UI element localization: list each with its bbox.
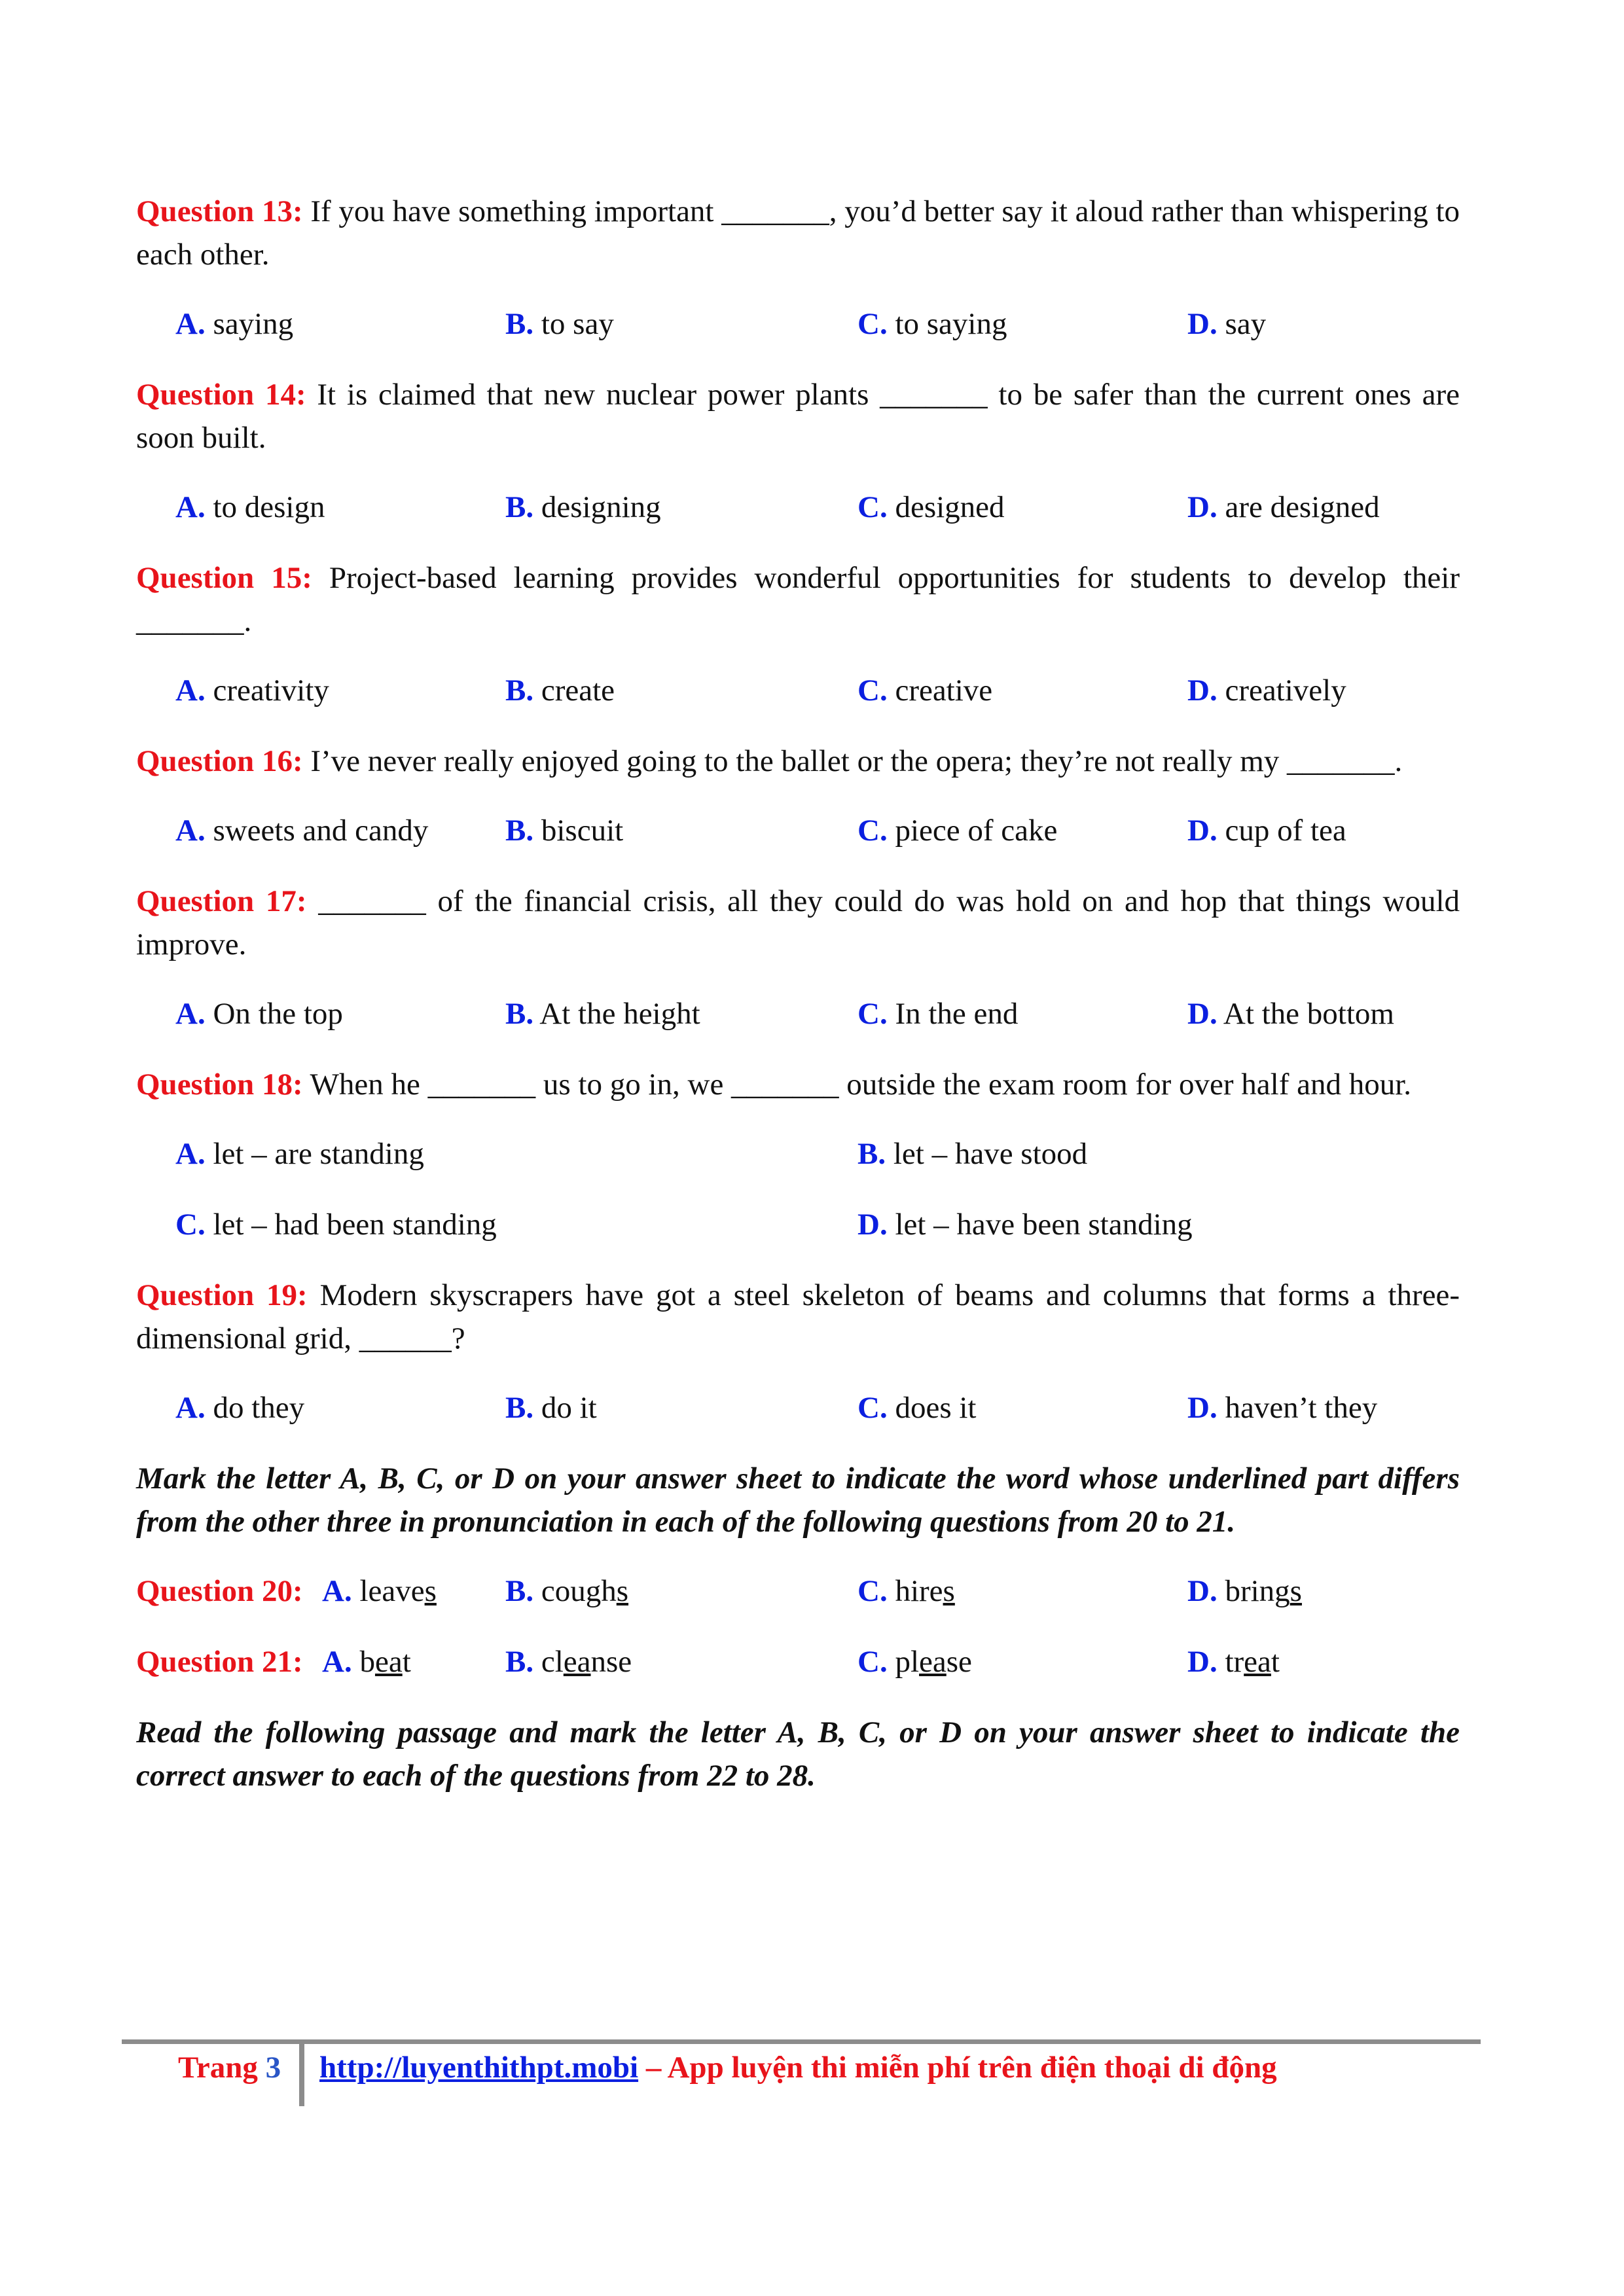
- question-20: [136, 1570, 1460, 1613]
- exam-page-content: [136, 190, 1460, 1823]
- question-label: Question 19:: [136, 1278, 308, 1312]
- footer-text: [319, 2050, 1277, 2085]
- option-b[interactable]: B. do it: [505, 1391, 597, 1425]
- question-label: Question 13:: [136, 194, 303, 228]
- option-c[interactable]: C. In the end: [857, 997, 1019, 1031]
- underlined-part: s: [943, 1574, 955, 1608]
- option-a[interactable]: A. On the top: [175, 997, 343, 1031]
- option-c[interactable]: C. to saying: [857, 307, 1007, 341]
- option-a[interactable]: A. to design: [175, 490, 325, 524]
- question-18: [136, 1063, 1460, 1106]
- question-13-options: [136, 302, 1460, 346]
- option-a[interactable]: A. saying: [175, 307, 294, 341]
- question-label: Question 21:: [136, 1645, 303, 1679]
- question-stem: I’ve never really enjoyed going to the ballet or the opera; they’re not really my _______.: [310, 744, 1403, 778]
- question-19: [136, 1274, 1460, 1360]
- question-14: [136, 373, 1460, 459]
- question-label: Question 16:: [136, 744, 303, 778]
- question-stem: _______ of the financial crisis, all they could do was hold on and hop that things would improve.: [136, 884, 1460, 961]
- option-c[interactable]: C. designed: [857, 490, 1005, 524]
- underlined-part: ea: [919, 1645, 947, 1679]
- option-c[interactable]: C. let – had been standing: [175, 1208, 497, 1242]
- question-16-options: [136, 809, 1460, 852]
- footer-separator: [299, 2043, 304, 2106]
- option-b[interactable]: B. designing: [505, 490, 661, 524]
- question-label: Question 14:: [136, 378, 306, 412]
- question-stem: It is claimed that new nuclear power plants _______ to be safer than the current ones are soon built.: [136, 378, 1460, 455]
- page-number: Trang 3: [178, 2051, 281, 2085]
- option-b[interactable]: B. create: [505, 673, 615, 708]
- question-label: Question 20:: [136, 1574, 303, 1608]
- question-stem: Modern skyscrapers have got a steel skeleton of beams and columns that forms a three-dimensional grid, ______?: [136, 1278, 1460, 1355]
- question-17: [136, 880, 1460, 966]
- pronunciation-instruction: Mark the letter A, B, C, or D on your answer sheet to indicate the word whose underlined part differs from the other three in pronunciation in each of the following questions from 20 to 21.: [136, 1462, 1460, 1539]
- question-16: [136, 740, 1460, 783]
- question-stem: If you have something important _______, you’d better say it aloud rather than whispering to each other.: [136, 194, 1460, 272]
- question-stem: When he _______ us to go in, we _______ outside the exam room for over half and hour.: [310, 1067, 1412, 1102]
- option-b[interactable]: B. coughs: [505, 1574, 629, 1608]
- question-19-options: [136, 1386, 1460, 1429]
- question-18-options-row-2: [136, 1203, 1460, 1246]
- question-18-options-row-1: [136, 1132, 1460, 1175]
- option-d[interactable]: D. brings: [1187, 1574, 1302, 1608]
- option-c[interactable]: C. does it: [857, 1391, 977, 1425]
- question-13: [136, 190, 1460, 276]
- option-b[interactable]: B. let – have stood: [857, 1137, 1088, 1171]
- footer-divider: [122, 2039, 1481, 2044]
- option-d[interactable]: D. At the bottom: [1187, 997, 1394, 1031]
- option-c[interactable]: C. hires: [857, 1574, 955, 1608]
- underlined-part: ea: [563, 1645, 591, 1679]
- option-a[interactable]: A. sweets and candy: [175, 814, 429, 848]
- option-d[interactable]: D. are designed: [1187, 490, 1380, 524]
- option-b[interactable]: B. At the height: [505, 997, 700, 1031]
- option-a[interactable]: A. creativity: [175, 673, 329, 708]
- underlined-part: ea: [374, 1645, 403, 1679]
- question-21: [136, 1640, 1460, 1683]
- option-d[interactable]: D. haven’t they: [1187, 1391, 1378, 1425]
- option-d[interactable]: D. treat: [1187, 1645, 1280, 1679]
- underlined-part: ea: [1244, 1645, 1271, 1679]
- option-b[interactable]: B. cleanse: [505, 1645, 632, 1679]
- question-label: Question 18:: [136, 1067, 303, 1102]
- underlined-part: s: [424, 1574, 437, 1608]
- option-b[interactable]: B. biscuit: [505, 814, 624, 848]
- underlined-part: s: [1290, 1574, 1302, 1608]
- footer-tagline: – App luyện thi miễn phí trên điện thoại di động: [638, 2051, 1277, 2085]
- option-c[interactable]: C. creative: [857, 673, 993, 708]
- option-d[interactable]: D. say: [1187, 307, 1267, 341]
- option-a[interactable]: A. leaves: [322, 1574, 437, 1608]
- question-15-options: [136, 669, 1460, 712]
- option-b[interactable]: B. to say: [505, 307, 614, 341]
- option-c[interactable]: C. piece of cake: [857, 814, 1058, 848]
- option-a[interactable]: A. let – are standing: [175, 1137, 424, 1171]
- question-label: Question 15:: [136, 561, 312, 595]
- question-14-options: [136, 486, 1460, 529]
- question-stem: Project-based learning provides wonderful opportunities for students to develop their _______.: [136, 561, 1460, 638]
- footer-link[interactable]: http://luyenthithpt.mobi: [319, 2051, 639, 2085]
- option-d[interactable]: D. creatively: [1187, 673, 1346, 708]
- question-15: [136, 556, 1460, 643]
- option-a[interactable]: A. do they: [175, 1391, 305, 1425]
- option-a[interactable]: A. beat: [322, 1645, 411, 1679]
- underlined-part: s: [616, 1574, 629, 1608]
- question-17-options: [136, 992, 1460, 1035]
- question-label: Question 17:: [136, 884, 307, 918]
- option-c[interactable]: C. please: [857, 1645, 972, 1679]
- option-d[interactable]: D. let – have been standing: [857, 1208, 1193, 1242]
- passage-instruction: Read the following passage and mark the letter A, B, C, or D on your answer sheet to indicate the correct answer to each of the questions from 22 to 28.: [136, 1715, 1460, 1793]
- option-d[interactable]: D. cup of tea: [1187, 814, 1346, 848]
